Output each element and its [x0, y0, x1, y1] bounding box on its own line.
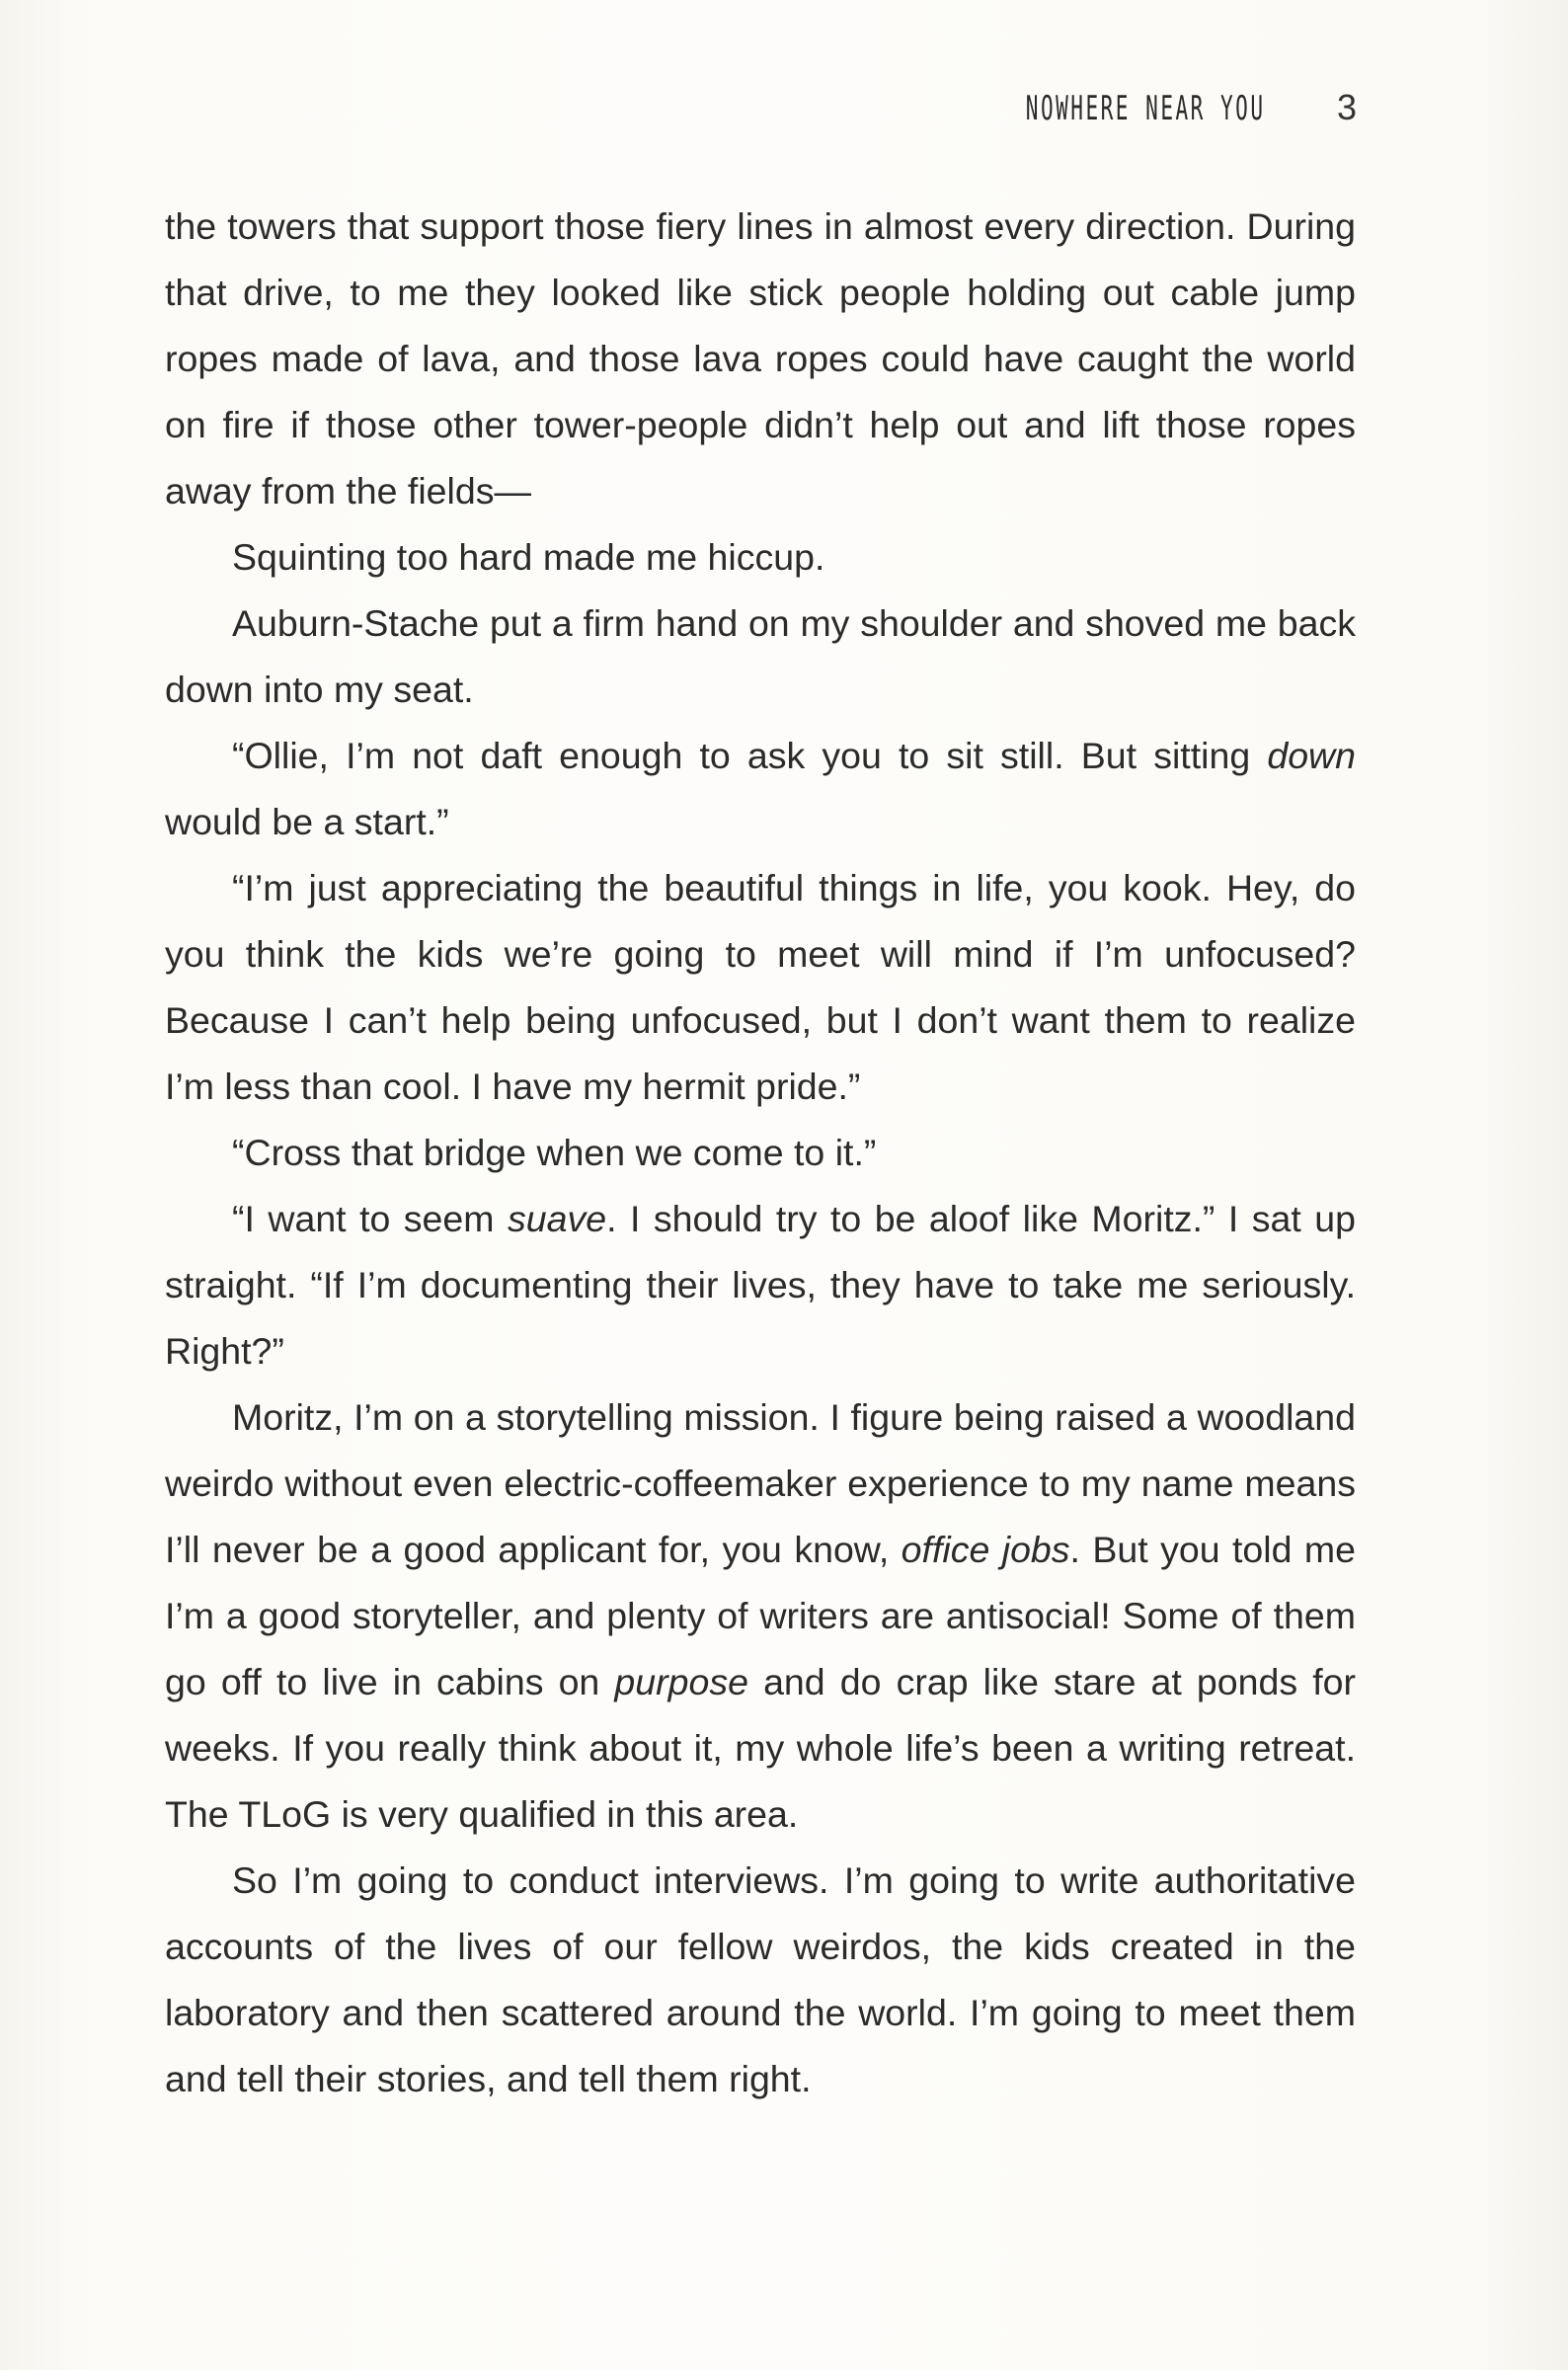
- paragraph: [165, 855, 1356, 1120]
- paragraph: [165, 1120, 1356, 1186]
- text-segment: “Ollie, I’m not daft enough to ask you to sit still. But sitting: [232, 735, 1268, 776]
- text-segment: Moritz, I’m on a storytelling mission. I figure being raised a woodland weirdo without even electric-coffeemaker experience to my name means I’ll never be a good applicant for, you know,: [165, 1396, 1356, 1570]
- text-segment: the towers that support those fiery lines in almost every direction. During that drive, to me they looked like stick people holding out cable jump ropes made of lava, and those lava ropes could have caught the world on fire if those other tower-people didn’t help out and lift those ropes away from the fields—: [165, 205, 1356, 512]
- running-head: NOWHERE NEAR YOU: [1026, 89, 1266, 128]
- paragraph: [165, 723, 1356, 855]
- text-segment: “Cross that bridge when we come to it.”: [232, 1132, 877, 1173]
- text-segment: Auburn-Stache put a firm hand on my shoulder and shoved me back down into my seat.: [165, 602, 1356, 710]
- paragraph: [165, 524, 1356, 591]
- text-segment: would be a start.”: [165, 801, 449, 842]
- italic-text: suave: [507, 1198, 607, 1239]
- italic-text: down: [1267, 735, 1356, 776]
- paragraph: [165, 194, 1356, 524]
- italic-text: office jobs: [901, 1529, 1070, 1570]
- paragraph: [165, 1186, 1356, 1384]
- italic-text: purpose: [614, 1661, 748, 1702]
- text-segment: So I’m going to conduct interviews. I’m going to write authoritative accounts of the lives of our fellow weirdos, the kids created in the laboratory and then scattered around the world. I’m going to meet them and tell their stories, and tell them right.: [165, 1859, 1356, 2099]
- text-segment: . I should try to be aloof like Moritz.” I sat up straight. “If I’m documenting their lives, they have to take me seriously. Right?”: [165, 1198, 1356, 1372]
- body-text: [165, 194, 1356, 2112]
- paragraph: [165, 1384, 1356, 1848]
- text-segment: . But you told me I’m a good storyteller, and plenty of writers are antisocial! Some of them go off to live in cabins on: [165, 1529, 1356, 1702]
- page-header: [879, 87, 1357, 128]
- text-segment: “I’m just appreciating the beautiful things in life, you kook. Hey, do you think the kids we’re going to meet will mind if I’m unfocused? Because I can’t help being unfocused, but I don’t want them to realize I’m less than cool. I have my hermit pride.”: [165, 867, 1356, 1107]
- text-segment: “I want to seem: [232, 1198, 508, 1239]
- paragraph: [165, 1848, 1356, 2112]
- paragraph: [165, 591, 1356, 723]
- text-segment: and do crap like stare at ponds for weeks. If you really think about it, my whole life’s been a writing retreat. The TLoG is very qualified in this area.: [165, 1661, 1356, 1835]
- page-number: 3: [1336, 87, 1357, 127]
- text-segment: Squinting too hard made me hiccup.: [232, 536, 825, 578]
